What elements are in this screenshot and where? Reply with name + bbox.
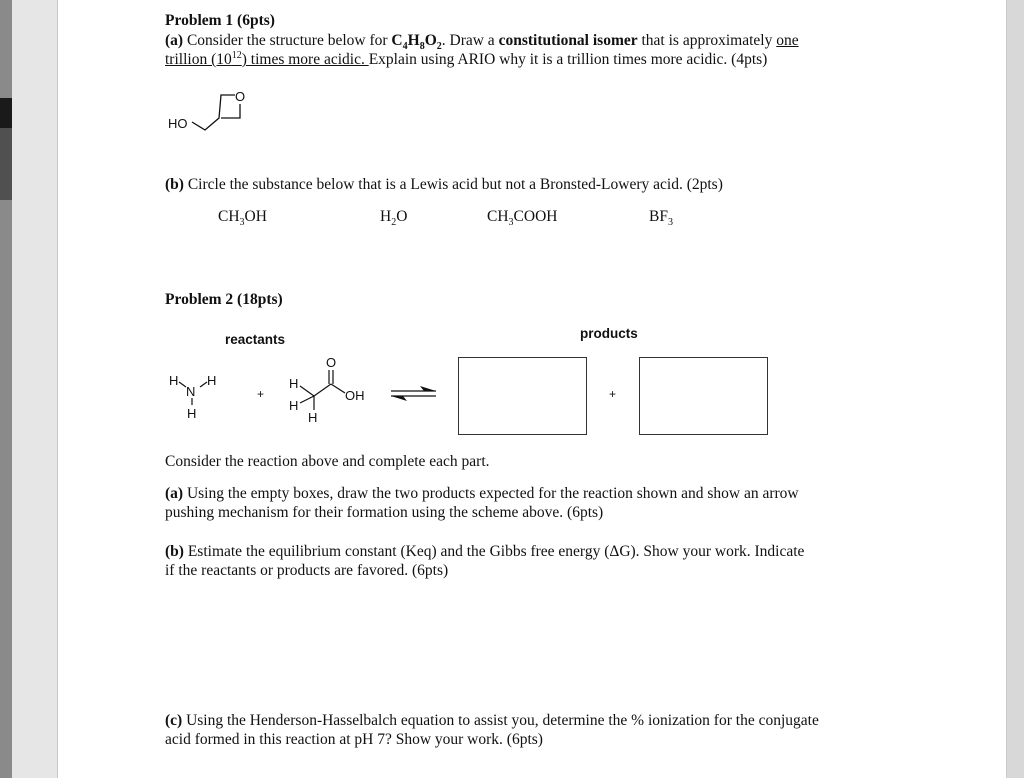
- problem2-a-text1: Using the empty boxes, draw the two products expected for the reaction shown and show an arrow: [186, 485, 799, 502]
- acetic-o-carbonyl: O: [326, 355, 337, 370]
- problem1-title: Problem 1 (6pts): [165, 12, 275, 29]
- edge-shade-mid: [0, 128, 12, 200]
- formula-c4h8o2: $C_4H_8O_2$: [391, 32, 442, 53]
- problem2-intro: Consider the reaction above and complete each part.: [165, 453, 490, 470]
- problem2-a-label: (a): [165, 485, 184, 502]
- ammonia-h-right: H: [207, 373, 217, 388]
- acetic-h-bottom: H: [308, 410, 318, 425]
- acetic-oh: OH: [345, 388, 365, 403]
- problem1-a-line2: [165, 50, 767, 69]
- products-label: products: [580, 326, 638, 341]
- problem1-a-text2: Draw a: [445, 32, 499, 49]
- ammonia-h-left: H: [169, 373, 179, 388]
- problem1-a-label: (a): [165, 32, 184, 49]
- ammonia-n: N: [186, 384, 196, 399]
- window-right-edge: [1006, 0, 1024, 778]
- problem1-a-text1: Consider the structure below for: [186, 32, 392, 49]
- problem2-a-line1: [165, 484, 799, 503]
- product-box-1[interactable]: [458, 357, 587, 435]
- underline-one: one: [776, 32, 799, 49]
- acetic-h-left: H: [289, 398, 299, 413]
- problem1-b: [165, 175, 723, 194]
- choice-bf3[interactable]: $BF_3$: [649, 208, 673, 229]
- problem2-b-label: (b): [165, 543, 184, 560]
- problem2-a-line2: pushing mechanism for their formation using the scheme above. (6pts): [165, 504, 604, 521]
- reactants-label: reactants: [225, 332, 286, 347]
- equilibrium-arrow: [58, 0, 59, 1]
- document-page: [57, 0, 1007, 778]
- plus-reactants: +: [257, 387, 265, 401]
- underline-trillion: trillion $(10^{12})$ times more acidic.: [165, 49, 369, 68]
- problem2-c-label: (c): [165, 712, 183, 729]
- choice-h2o[interactable]: $H_2O$: [380, 208, 408, 229]
- problem2-b-line1: [165, 542, 804, 561]
- product-box-2[interactable]: [639, 357, 768, 435]
- oxetane-o-label: O: [235, 89, 246, 104]
- problem2-b-text1: Estimate the equilibrium constant (Keq) and the Gibbs free energy (ΔG). Show your work. Indicate: [187, 543, 805, 560]
- problem2-c-line2: acid formed in this reaction at pH 7? Show your work. (6pts): [165, 731, 543, 748]
- problem2-c-line1: [165, 711, 819, 730]
- plus-products: +: [609, 387, 617, 401]
- acetic-h-top: H: [289, 376, 299, 391]
- problem1-a-line1: [165, 31, 799, 53]
- choice-ch3oh[interactable]: $CH_3OH$: [218, 208, 267, 229]
- problem1-b-text: Circle the substance below that is a Lewis acid but not a Bronsted-Lowery acid. (2pts): [187, 176, 723, 193]
- problem2-title: Problem 2 (18pts): [165, 291, 283, 308]
- problem2-b-line2: if the reactants or products are favored. (6pts): [165, 562, 449, 579]
- problem1-a-text3: that is approximately: [637, 32, 777, 49]
- problem1-a-text4: Explain using ARIO why it is a trillion times more acidic. (4pts): [368, 51, 768, 68]
- problem1-b-label: (b): [165, 176, 184, 193]
- problem2-c-text1: Using the Henderson-Hasselbalch equation to assist you, determine the % ionization for the conjugate: [186, 712, 819, 729]
- choice-ch3cooh[interactable]: $CH_3COOH$: [487, 208, 558, 229]
- formula-period: .: [441, 32, 446, 49]
- ho-label: HO: [168, 116, 188, 131]
- edge-shade-dark: [0, 98, 12, 128]
- window-left-edge: [0, 0, 12, 778]
- ammonia-h-bottom: H: [187, 406, 197, 421]
- bold-phrase: constitutional isomer: [498, 32, 638, 49]
